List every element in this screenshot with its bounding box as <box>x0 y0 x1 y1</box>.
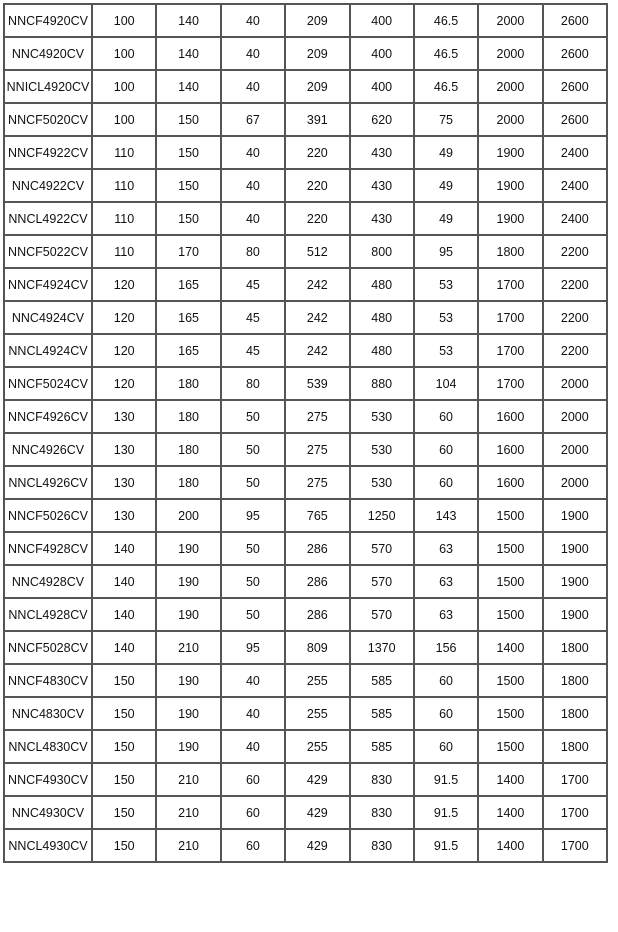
value-cell: 830 <box>350 829 414 862</box>
value-cell: 210 <box>156 763 220 796</box>
value-cell: 210 <box>156 796 220 829</box>
value-cell: 1900 <box>478 136 542 169</box>
value-cell: 180 <box>156 466 220 499</box>
value-cell: 190 <box>156 730 220 763</box>
value-cell: 150 <box>92 664 156 697</box>
value-cell: 1900 <box>543 532 607 565</box>
value-cell: 150 <box>92 730 156 763</box>
table-row <box>4 433 607 466</box>
value-cell: 2400 <box>543 169 607 202</box>
value-cell: 242 <box>285 268 349 301</box>
value-cell: 40 <box>221 697 285 730</box>
table-row <box>4 466 607 499</box>
model-cell: NNCF4926CV <box>4 400 92 433</box>
value-cell: 140 <box>92 631 156 664</box>
value-cell: 1700 <box>478 367 542 400</box>
value-cell: 255 <box>285 730 349 763</box>
table-row <box>4 499 607 532</box>
value-cell: 180 <box>156 367 220 400</box>
model-cell: NNCF4920CV <box>4 4 92 37</box>
value-cell: 165 <box>156 334 220 367</box>
value-cell: 91.5 <box>414 796 478 829</box>
value-cell: 809 <box>285 631 349 664</box>
value-cell: 140 <box>92 598 156 631</box>
model-cell: NNC4930CV <box>4 796 92 829</box>
value-cell: 120 <box>92 334 156 367</box>
table-row <box>4 70 607 103</box>
table-row <box>4 565 607 598</box>
table-row <box>4 202 607 235</box>
value-cell: 100 <box>92 70 156 103</box>
value-cell: 46.5 <box>414 4 478 37</box>
value-cell: 286 <box>285 565 349 598</box>
value-cell: 46.5 <box>414 37 478 70</box>
value-cell: 1700 <box>543 763 607 796</box>
value-cell: 1700 <box>543 829 607 862</box>
model-cell: NNCF4924CV <box>4 268 92 301</box>
value-cell: 80 <box>221 367 285 400</box>
value-cell: 130 <box>92 466 156 499</box>
value-cell: 1600 <box>478 466 542 499</box>
value-cell: 242 <box>285 301 349 334</box>
value-cell: 255 <box>285 697 349 730</box>
value-cell: 180 <box>156 400 220 433</box>
value-cell: 800 <box>350 235 414 268</box>
model-cell: NNCF4930CV <box>4 763 92 796</box>
value-cell: 190 <box>156 565 220 598</box>
value-cell: 60 <box>414 433 478 466</box>
model-cell: NNC4830CV <box>4 697 92 730</box>
value-cell: 63 <box>414 565 478 598</box>
value-cell: 830 <box>350 796 414 829</box>
value-cell: 1400 <box>478 829 542 862</box>
value-cell: 130 <box>92 400 156 433</box>
table-row <box>4 796 607 829</box>
model-cell: NNC4926CV <box>4 433 92 466</box>
value-cell: 1900 <box>543 598 607 631</box>
model-cell: NNCL4924CV <box>4 334 92 367</box>
value-cell: 2600 <box>543 4 607 37</box>
value-cell: 2400 <box>543 136 607 169</box>
value-cell: 60 <box>414 697 478 730</box>
value-cell: 53 <box>414 268 478 301</box>
value-cell: 2000 <box>543 367 607 400</box>
value-cell: 49 <box>414 169 478 202</box>
value-cell: 1900 <box>543 499 607 532</box>
model-cell: NNC4920CV <box>4 37 92 70</box>
value-cell: 1700 <box>478 334 542 367</box>
value-cell: 2000 <box>478 103 542 136</box>
value-cell: 2000 <box>543 400 607 433</box>
value-cell: 140 <box>156 70 220 103</box>
value-cell: 2200 <box>543 301 607 334</box>
value-cell: 275 <box>285 400 349 433</box>
value-cell: 53 <box>414 334 478 367</box>
value-cell: 190 <box>156 598 220 631</box>
value-cell: 95 <box>414 235 478 268</box>
value-cell: 765 <box>285 499 349 532</box>
value-cell: 91.5 <box>414 763 478 796</box>
value-cell: 40 <box>221 136 285 169</box>
value-cell: 880 <box>350 367 414 400</box>
model-cell: NNCF5026CV <box>4 499 92 532</box>
value-cell: 1400 <box>478 763 542 796</box>
value-cell: 275 <box>285 433 349 466</box>
model-cell: NNCF5028CV <box>4 631 92 664</box>
value-cell: 140 <box>156 37 220 70</box>
value-cell: 220 <box>285 169 349 202</box>
value-cell: 110 <box>92 202 156 235</box>
value-cell: 60 <box>414 400 478 433</box>
value-cell: 40 <box>221 730 285 763</box>
value-cell: 40 <box>221 4 285 37</box>
value-cell: 40 <box>221 70 285 103</box>
model-cell: NNCF5022CV <box>4 235 92 268</box>
value-cell: 1700 <box>478 301 542 334</box>
value-cell: 2000 <box>543 466 607 499</box>
model-cell: NNICL4920CV <box>4 70 92 103</box>
model-cell: NNCL4830CV <box>4 730 92 763</box>
table-row <box>4 103 607 136</box>
value-cell: 242 <box>285 334 349 367</box>
value-cell: 150 <box>92 697 156 730</box>
value-cell: 40 <box>221 202 285 235</box>
value-cell: 50 <box>221 532 285 565</box>
table-body <box>4 4 607 862</box>
table-row <box>4 829 607 862</box>
value-cell: 100 <box>92 37 156 70</box>
model-cell: NNCF4928CV <box>4 532 92 565</box>
value-cell: 2000 <box>478 4 542 37</box>
model-cell: NNCF4922CV <box>4 136 92 169</box>
value-cell: 2600 <box>543 37 607 70</box>
value-cell: 530 <box>350 433 414 466</box>
value-cell: 120 <box>92 301 156 334</box>
value-cell: 220 <box>285 136 349 169</box>
value-cell: 1250 <box>350 499 414 532</box>
value-cell: 1700 <box>478 268 542 301</box>
value-cell: 430 <box>350 202 414 235</box>
value-cell: 60 <box>221 796 285 829</box>
value-cell: 50 <box>221 433 285 466</box>
value-cell: 400 <box>350 37 414 70</box>
value-cell: 429 <box>285 829 349 862</box>
value-cell: 95 <box>221 499 285 532</box>
model-cell: NNC4922CV <box>4 169 92 202</box>
value-cell: 1800 <box>543 730 607 763</box>
value-cell: 400 <box>350 4 414 37</box>
value-cell: 45 <box>221 301 285 334</box>
value-cell: 210 <box>156 829 220 862</box>
value-cell: 1400 <box>478 631 542 664</box>
model-cell: NNCL4930CV <box>4 829 92 862</box>
value-cell: 480 <box>350 301 414 334</box>
value-cell: 570 <box>350 598 414 631</box>
value-cell: 2600 <box>543 103 607 136</box>
value-cell: 110 <box>92 235 156 268</box>
value-cell: 100 <box>92 4 156 37</box>
value-cell: 165 <box>156 268 220 301</box>
table-row <box>4 169 607 202</box>
value-cell: 190 <box>156 532 220 565</box>
value-cell: 50 <box>221 598 285 631</box>
value-cell: 2200 <box>543 268 607 301</box>
table-row <box>4 301 607 334</box>
value-cell: 140 <box>156 4 220 37</box>
value-cell: 430 <box>350 136 414 169</box>
value-cell: 275 <box>285 466 349 499</box>
model-cell: NNC4924CV <box>4 301 92 334</box>
value-cell: 2000 <box>478 70 542 103</box>
value-cell: 170 <box>156 235 220 268</box>
table-row <box>4 664 607 697</box>
value-cell: 143 <box>414 499 478 532</box>
model-cell: NNCF5020CV <box>4 103 92 136</box>
value-cell: 60 <box>414 730 478 763</box>
value-cell: 190 <box>156 697 220 730</box>
model-cell: NNCL4922CV <box>4 202 92 235</box>
value-cell: 570 <box>350 532 414 565</box>
table-row <box>4 697 607 730</box>
value-cell: 539 <box>285 367 349 400</box>
value-cell: 1500 <box>478 664 542 697</box>
model-cell: NNCL4926CV <box>4 466 92 499</box>
value-cell: 400 <box>350 70 414 103</box>
value-cell: 1500 <box>478 598 542 631</box>
value-cell: 2600 <box>543 70 607 103</box>
value-cell: 1800 <box>543 664 607 697</box>
value-cell: 45 <box>221 268 285 301</box>
value-cell: 209 <box>285 70 349 103</box>
value-cell: 140 <box>92 565 156 598</box>
table-row <box>4 730 607 763</box>
value-cell: 50 <box>221 400 285 433</box>
value-cell: 150 <box>156 202 220 235</box>
value-cell: 190 <box>156 664 220 697</box>
value-cell: 2000 <box>478 37 542 70</box>
value-cell: 2200 <box>543 334 607 367</box>
model-cell: NNCL4928CV <box>4 598 92 631</box>
value-cell: 150 <box>156 169 220 202</box>
table-row <box>4 136 607 169</box>
value-cell: 50 <box>221 466 285 499</box>
value-cell: 60 <box>221 829 285 862</box>
value-cell: 1800 <box>543 631 607 664</box>
value-cell: 255 <box>285 664 349 697</box>
value-cell: 150 <box>156 136 220 169</box>
value-cell: 45 <box>221 334 285 367</box>
value-cell: 209 <box>285 4 349 37</box>
value-cell: 1600 <box>478 433 542 466</box>
table-row <box>4 4 607 37</box>
table-row <box>4 763 607 796</box>
value-cell: 60 <box>221 763 285 796</box>
value-cell: 130 <box>92 433 156 466</box>
value-cell: 49 <box>414 136 478 169</box>
value-cell: 830 <box>350 763 414 796</box>
value-cell: 150 <box>92 796 156 829</box>
value-cell: 180 <box>156 433 220 466</box>
value-cell: 46.5 <box>414 70 478 103</box>
value-cell: 530 <box>350 400 414 433</box>
value-cell: 430 <box>350 169 414 202</box>
table-row <box>4 268 607 301</box>
table-row <box>4 37 607 70</box>
table-row <box>4 334 607 367</box>
value-cell: 209 <box>285 37 349 70</box>
value-cell: 95 <box>221 631 285 664</box>
value-cell: 50 <box>221 565 285 598</box>
value-cell: 40 <box>221 37 285 70</box>
value-cell: 286 <box>285 598 349 631</box>
value-cell: 429 <box>285 763 349 796</box>
value-cell: 391 <box>285 103 349 136</box>
value-cell: 60 <box>414 664 478 697</box>
value-cell: 165 <box>156 301 220 334</box>
value-cell: 1370 <box>350 631 414 664</box>
value-cell: 63 <box>414 598 478 631</box>
value-cell: 210 <box>156 631 220 664</box>
model-cell: NNCF5024CV <box>4 367 92 400</box>
model-cell: NNCF4830CV <box>4 664 92 697</box>
value-cell: 2200 <box>543 235 607 268</box>
value-cell: 80 <box>221 235 285 268</box>
value-cell: 60 <box>414 466 478 499</box>
value-cell: 1600 <box>478 400 542 433</box>
value-cell: 100 <box>92 103 156 136</box>
value-cell: 585 <box>350 697 414 730</box>
value-cell: 120 <box>92 367 156 400</box>
value-cell: 530 <box>350 466 414 499</box>
value-cell: 585 <box>350 664 414 697</box>
table-row <box>4 532 607 565</box>
value-cell: 140 <box>92 532 156 565</box>
value-cell: 1700 <box>543 796 607 829</box>
value-cell: 286 <box>285 532 349 565</box>
table-row <box>4 631 607 664</box>
value-cell: 480 <box>350 268 414 301</box>
value-cell: 1800 <box>543 697 607 730</box>
value-cell: 40 <box>221 169 285 202</box>
value-cell: 150 <box>156 103 220 136</box>
value-cell: 156 <box>414 631 478 664</box>
value-cell: 1500 <box>478 499 542 532</box>
value-cell: 1500 <box>478 697 542 730</box>
value-cell: 1500 <box>478 730 542 763</box>
value-cell: 1900 <box>478 202 542 235</box>
value-cell: 40 <box>221 664 285 697</box>
value-cell: 570 <box>350 565 414 598</box>
model-cell: NNC4928CV <box>4 565 92 598</box>
value-cell: 1900 <box>543 565 607 598</box>
table-row <box>4 235 607 268</box>
value-cell: 1800 <box>478 235 542 268</box>
value-cell: 120 <box>92 268 156 301</box>
value-cell: 1500 <box>478 532 542 565</box>
value-cell: 49 <box>414 202 478 235</box>
value-cell: 91.5 <box>414 829 478 862</box>
value-cell: 63 <box>414 532 478 565</box>
value-cell: 150 <box>92 829 156 862</box>
value-cell: 1400 <box>478 796 542 829</box>
value-cell: 1900 <box>478 169 542 202</box>
value-cell: 130 <box>92 499 156 532</box>
value-cell: 150 <box>92 763 156 796</box>
value-cell: 110 <box>92 169 156 202</box>
value-cell: 620 <box>350 103 414 136</box>
value-cell: 2400 <box>543 202 607 235</box>
value-cell: 429 <box>285 796 349 829</box>
value-cell: 1500 <box>478 565 542 598</box>
value-cell: 585 <box>350 730 414 763</box>
bearing-spec-table <box>3 3 608 863</box>
value-cell: 75 <box>414 103 478 136</box>
value-cell: 512 <box>285 235 349 268</box>
table-row <box>4 400 607 433</box>
value-cell: 220 <box>285 202 349 235</box>
value-cell: 67 <box>221 103 285 136</box>
value-cell: 480 <box>350 334 414 367</box>
value-cell: 53 <box>414 301 478 334</box>
table-row <box>4 598 607 631</box>
table-row <box>4 367 607 400</box>
value-cell: 200 <box>156 499 220 532</box>
value-cell: 104 <box>414 367 478 400</box>
value-cell: 110 <box>92 136 156 169</box>
value-cell: 2000 <box>543 433 607 466</box>
